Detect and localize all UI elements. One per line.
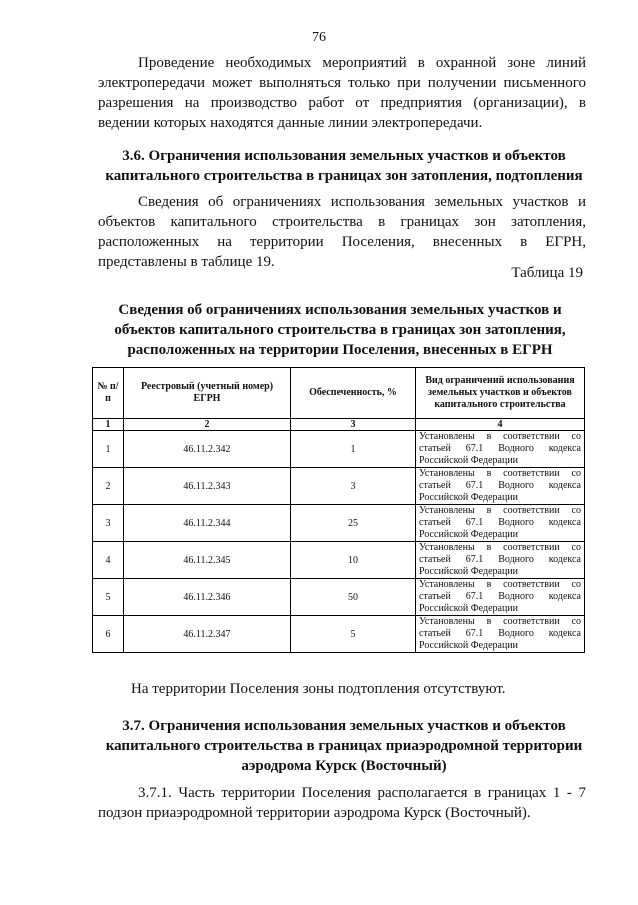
flooding-note: На территории Поселения зоны подтопления отсутствуют.	[131, 681, 506, 697]
row-num: 6	[93, 616, 124, 653]
row-num: 3	[93, 505, 124, 542]
row-security: 50	[291, 579, 416, 616]
row-restriction-type: Установлены в соответствии со статьей 67.1 Водного кодекса Российской Федерации	[416, 505, 585, 542]
table-row	[93, 431, 585, 468]
header-security: Обеспеченность, %	[291, 368, 416, 419]
intro-text: Проведение необходимых мероприятий в охранной зоне линий электропередачи может выполняться только при получении письменного разрешения на производство работ от предприятия (организации), в ведении которых находятся данные линии электропередачи.	[98, 55, 586, 131]
column-number: 4	[416, 419, 585, 431]
section-3-7-heading: 3.7. Ограничения использования земельных участков и объектов капитального строительства в границах приаэродромной территории аэродрома Курск (Восточный)	[105, 718, 583, 774]
restrictions-table	[92, 367, 585, 653]
row-restriction-type: Установлены в соответствии со статьей 67.1 Водного кодекса Российской Федерации	[416, 468, 585, 505]
section-3-6-heading: 3.6. Ограничения использования земельных участков и объектов капитального строительства в границах зон затопления, подтопления	[105, 148, 583, 184]
row-restriction-type: Установлены в соответствии со статьей 67.1 Водного кодекса Российской Федерации	[416, 579, 585, 616]
table-label: Таблица 19	[511, 265, 583, 281]
table-row	[93, 579, 585, 616]
table-row	[93, 616, 585, 653]
column-number: 3	[291, 419, 416, 431]
column-numbers-row	[93, 419, 585, 431]
table-row	[93, 542, 585, 579]
section-3-6-paragraph	[98, 192, 586, 272]
row-security: 3	[291, 468, 416, 505]
row-registry: 46.11.2.344	[124, 505, 291, 542]
header-num: № п/п	[93, 368, 124, 419]
row-restriction-type: Установлены в соответствии со статьей 67.1 Водного кодекса Российской Федерации	[416, 616, 585, 653]
row-restriction-type: Установлены в соответствии со статьей 67.1 Водного кодекса Российской Федерации	[416, 542, 585, 579]
table-title: Сведения об ограничениях использования земельных участков и объектов капитального строительства в границах зон затопления, расположенных на территории Поселения, внесенных в ЕГРН	[114, 302, 566, 358]
row-num: 2	[93, 468, 124, 505]
row-registry: 46.11.2.346	[124, 579, 291, 616]
column-number: 2	[124, 419, 291, 431]
table-row	[93, 505, 585, 542]
header-registry: Реестровый (учетный номер) ЕГРН	[124, 368, 291, 419]
section-3-7-paragraph	[98, 783, 586, 823]
section-3-6-text: Сведения об ограничениях использования земельных участков и объектов капитального строительства в границах зон затопления, расположенных на территории Поселения, внесенных в ЕГРН, представлены в таблице 19.	[98, 194, 586, 270]
row-security: 10	[291, 542, 416, 579]
row-num: 1	[93, 431, 124, 468]
table-header-row	[93, 368, 585, 419]
row-security: 1	[291, 431, 416, 468]
table-row	[93, 468, 585, 505]
row-restriction-type: Установлены в соответствии со статьей 67.1 Водного кодекса Российской Федерации	[416, 431, 585, 468]
row-security: 5	[291, 616, 416, 653]
page-number: 76	[312, 30, 326, 45]
row-num: 5	[93, 579, 124, 616]
row-registry: 46.11.2.345	[124, 542, 291, 579]
row-registry: 46.11.2.343	[124, 468, 291, 505]
row-registry: 46.11.2.347	[124, 616, 291, 653]
row-num: 4	[93, 542, 124, 579]
section-3-7-text: 3.7.1. Часть территории Поселения располагается в границах 1 - 7 подзон приаэродромной территории аэродрома Курск (Восточный).	[98, 785, 586, 821]
header-restriction-type: Вид ограничений использования земельных участков и объектов капитального строительства	[416, 368, 585, 419]
row-security: 25	[291, 505, 416, 542]
column-number: 1	[93, 419, 124, 431]
intro-paragraph	[98, 53, 586, 133]
row-registry: 46.11.2.342	[124, 431, 291, 468]
